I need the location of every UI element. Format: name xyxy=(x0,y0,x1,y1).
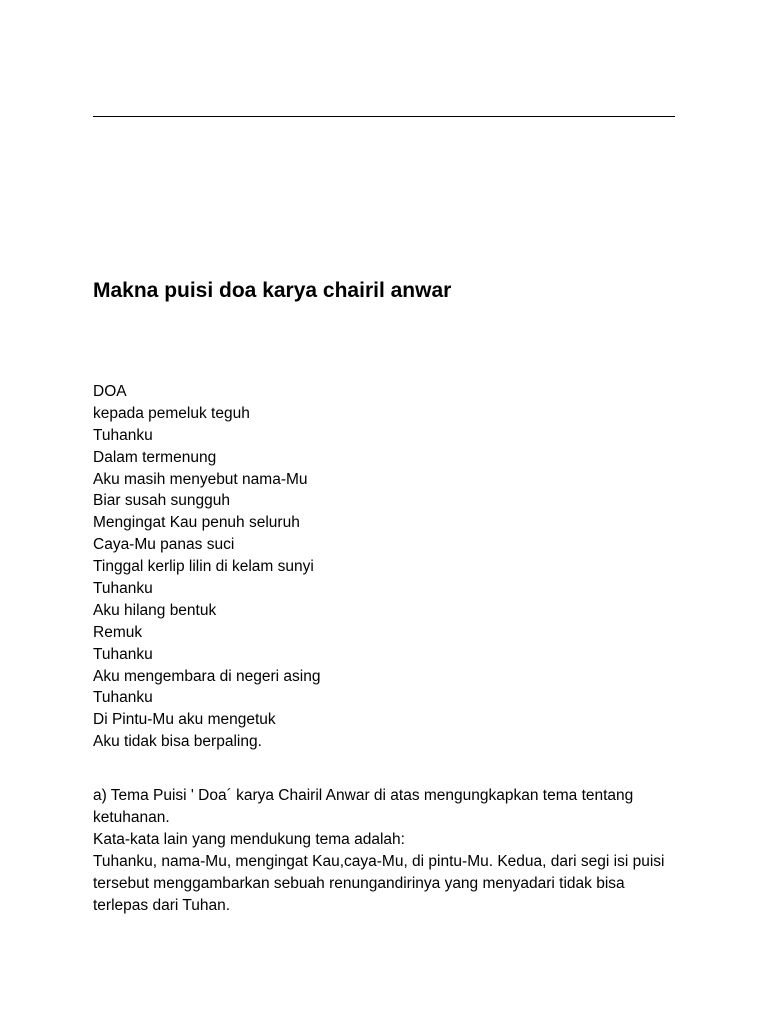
poem-line: Aku mengembara di negeri asing xyxy=(93,667,321,685)
poem-line: Mengingat Kau penuh seluruh xyxy=(93,514,300,532)
poem-block xyxy=(93,381,320,753)
poem-line: Aku hilang bentuk xyxy=(93,601,217,619)
poem-line: Di Pintu-Mu aku mengetuk xyxy=(93,711,276,729)
poem-line: Biar susah sungguh xyxy=(93,492,231,510)
poem-line: Dalam termenung xyxy=(93,448,217,466)
horizontal-divider xyxy=(93,116,675,117)
poem-line: Tuhanku xyxy=(93,580,153,598)
poem-line: kepada pemeluk teguh xyxy=(93,404,250,422)
analysis-paragraph: Kata-kata lain yang mendukung tema adalah: xyxy=(93,830,405,848)
page-title: Makna puisi doa karya chairil anwar xyxy=(93,279,452,302)
poem-line: DOA xyxy=(93,383,127,400)
analysis-paragraph: Tuhanku, nama-Mu, mengingat Kau,caya-Mu, di pintu-Mu. Kedua, dari segi isi puisi tersebut menggambarkan sebuah renungandirinya yang menyadari tidak bisa terlepas dari Tuhan. xyxy=(93,852,665,914)
poem-line: Tinggal kerlip lilin di kelam sunyi xyxy=(93,558,314,576)
poem-line: Tuhanku xyxy=(93,645,153,663)
poem-line: Caya-Mu panas suci xyxy=(93,536,235,554)
analysis-paragraph: a) Tema Puisi ' Doa´ karya Chairil Anwar di atas mengungkapkan tema tentang ketuhanan. xyxy=(93,787,634,826)
poem-line: Aku masih menyebut nama-Mu xyxy=(93,470,308,488)
analysis-section xyxy=(93,785,683,916)
poem-line: Remuk xyxy=(93,623,143,641)
poem-line: Tuhanku xyxy=(93,426,153,444)
poem-line: Tuhanku xyxy=(93,689,153,707)
poem-line: Aku tidak bisa berpaling. xyxy=(93,733,262,751)
